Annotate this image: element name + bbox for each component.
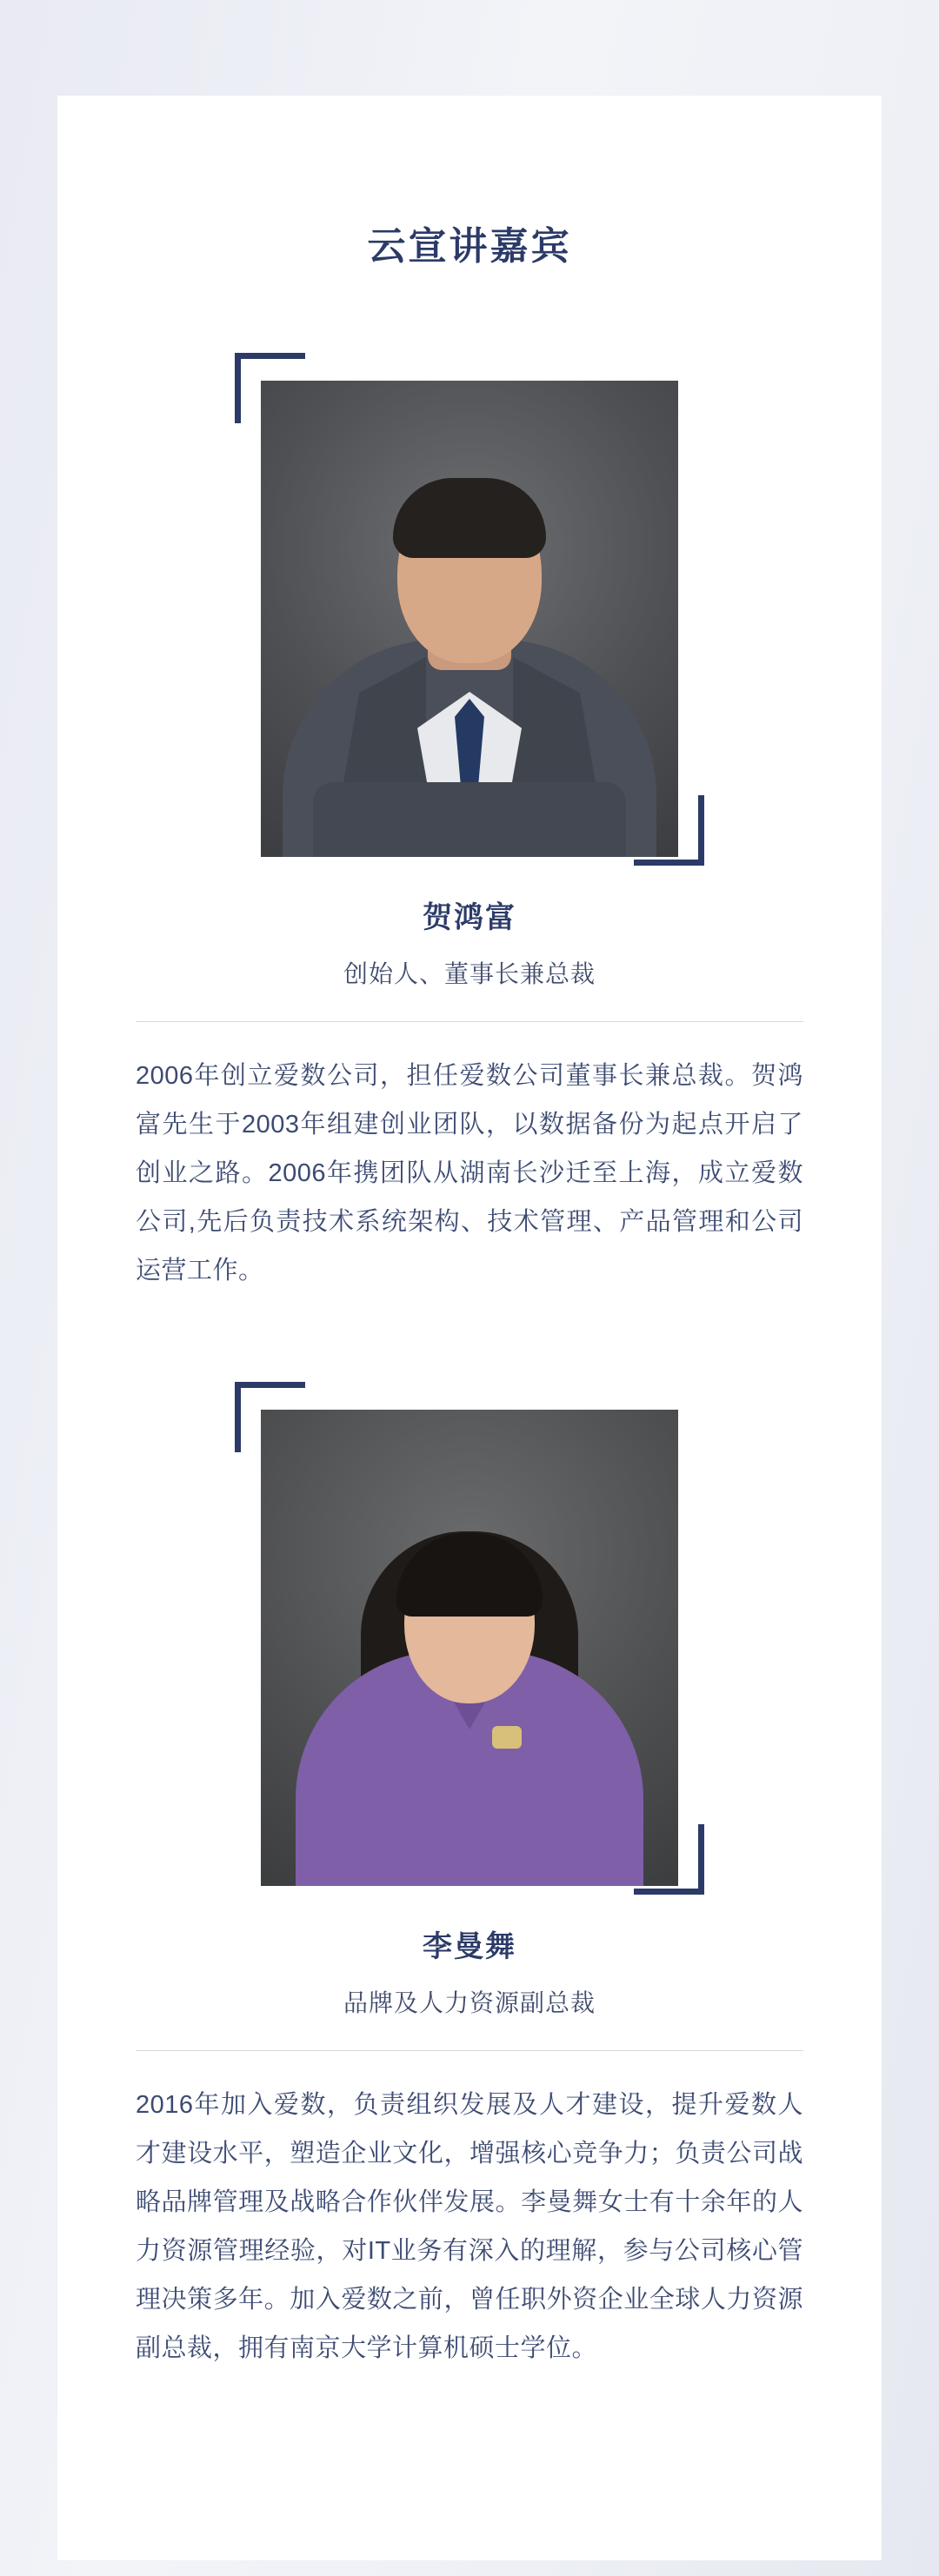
bottom-spacer [136, 2373, 803, 2468]
guest-bio-1: 2006年创立爱数公司，担任爱数公司董事长兼总裁。贺鸿富先生于2003年组建创业团队，以数据备份为起点开启了创业之路。2006年携团队从湖南长沙迁至上海，成立爱数公司,先后负责技术系统架构、技术管理、产品管理和公司运营工作。 [136, 1062, 803, 1285]
content-card [57, 96, 882, 2560]
guest-portrait-1 [261, 381, 678, 857]
page-title: 云宣讲嘉宾 [367, 225, 572, 268]
guest-portrait-2 [261, 1410, 678, 1886]
guest-bio-2: 2016年加入爱数，负责组织发展及人才建设，提升爱数人才建设水平，塑造企业文化，增强核心竞争力；负责公司战略品牌管理及战略合作伙伴发展。李曼舞女士有十余年的人力资源管理经验，对IT业务有深入的理解，参与公司核心管理决策多年。加入爱数之前，曾任职外资企业全球人力资源副总裁，拥有南京大学计算机硕士学位。 [136, 2091, 803, 2362]
guest-name-2: 李曼舞 [423, 1930, 516, 1963]
guest-block-1 [136, 362, 803, 1295]
divider-2 [136, 2050, 803, 2051]
guest-name-1: 贺鸿富 [423, 901, 516, 934]
guest-photo-frame-2 [261, 1391, 678, 1886]
guest-role-1: 创始人、董事长兼总裁 [343, 960, 596, 987]
guest-block-2 [136, 1391, 803, 2373]
guest-photo-frame-1 [261, 362, 678, 857]
divider-1 [136, 1021, 803, 1022]
guest-role-2: 品牌及人力资源副总裁 [343, 1989, 596, 2016]
